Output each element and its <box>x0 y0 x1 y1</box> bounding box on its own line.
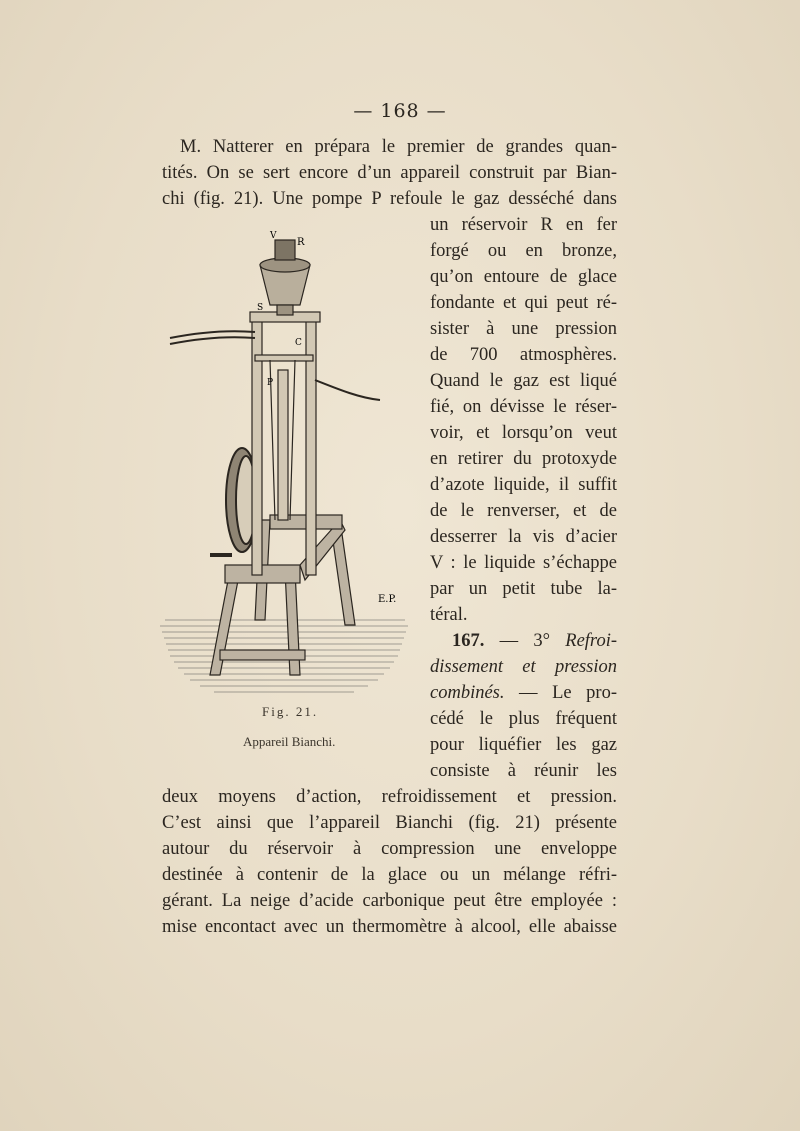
section-text: — Le pro- <box>504 683 617 703</box>
section-title: Refroi- <box>565 631 617 651</box>
figure-caption-name: Appareil Bianchi. <box>243 734 336 749</box>
text-line: un réservoir R en fer <box>430 215 617 235</box>
bianchi-apparatus-illustration <box>160 220 410 700</box>
text-line: pour liquéfier les gaz <box>430 735 617 755</box>
text-line: voir, et lorsqu’on veut <box>430 423 617 443</box>
text-line: Quand le gaz est liqué <box>430 371 617 391</box>
text-line: autour du réservoir à compression une enveloppe <box>162 839 617 859</box>
text-line: fondante et qui peut ré- <box>430 293 617 313</box>
text-line: cédé le plus fréquent <box>430 709 617 729</box>
label-r: R <box>297 237 305 248</box>
section-dash: — 3° <box>484 631 551 651</box>
section-number: 167. <box>452 631 485 651</box>
text-line: tités. On se sert encore d’un appareil construit par Bian- <box>162 163 617 183</box>
text-line: de 700 atmosphères. <box>430 345 617 365</box>
text-line: mise encontact avec un thermomètre à alcool, elle abaisse <box>162 917 617 937</box>
label-c: C <box>295 338 302 348</box>
text-line: chi (fig. 21). Une pompe P refoule le gaz desséché dans <box>162 189 617 209</box>
text-line: en retirer du protoxyde <box>430 449 617 469</box>
label-v: V <box>270 231 277 241</box>
label-s: S <box>257 303 264 313</box>
page-number: — 168 — <box>353 100 447 122</box>
label-p: P <box>267 378 274 388</box>
text-line: M. Natterer en prépara le premier de grandes quan- <box>180 137 617 157</box>
section-title: combinés. <box>430 683 505 703</box>
text-line: fié, on dévisse le réser- <box>430 397 617 417</box>
reservoir <box>260 240 310 315</box>
pipes <box>170 331 380 400</box>
flywheel <box>210 448 258 555</box>
section-heading-cont <box>430 680 617 706</box>
frame <box>250 312 320 575</box>
text-line: de le renverser, et de <box>430 501 617 521</box>
section-heading-cont <box>430 654 617 680</box>
text-line: destinée à contenir de la glace ou un mélange réfri- <box>162 865 617 885</box>
text-line: gérant. La neige d’acide carbonique peut être employée : <box>162 891 617 911</box>
text-line: sister à une pression <box>430 319 617 339</box>
text-line: téral. <box>430 605 468 625</box>
text-line: d’azote liquide, il suffit <box>430 475 617 495</box>
text-line: V : le liquide s’échappe <box>430 553 617 573</box>
engraver-signature: E.P. <box>378 594 397 605</box>
text-line: forgé ou en bronze, <box>430 241 617 261</box>
section-title: dissement et pression <box>430 657 617 677</box>
text-line: C’est ainsi que l’appareil Bianchi (fig. 21) présente <box>162 813 617 833</box>
section-heading <box>452 628 617 654</box>
text-line: qu’on entoure de glace <box>430 267 617 287</box>
text-line: deux moyens d’action, refroidissement et pression. <box>162 787 617 807</box>
figure-caption-number: Fig. 21. <box>262 704 319 719</box>
text-line: consiste à réunir les <box>430 761 617 781</box>
text-line: par un petit tube la- <box>430 579 617 599</box>
text-line: desserrer la vis d’acier <box>430 527 617 547</box>
